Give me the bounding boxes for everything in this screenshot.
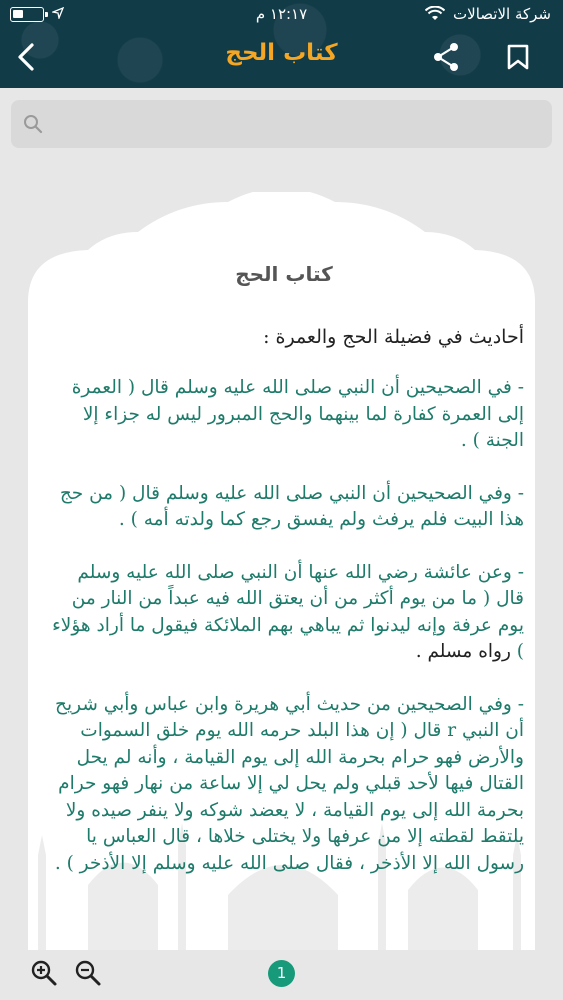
hadith-paragraph [44, 560, 524, 666]
share-icon[interactable] [432, 42, 460, 72]
search-input[interactable] [51, 106, 540, 142]
status-bar [0, 0, 563, 30]
page-title: كتاب الحج [225, 40, 338, 66]
hadith-text: - وعن عائشة رضي الله عنها أن النبي صلى الله عليه وسلم قال ( ما من يوم أكثر من أن يعتق الله فيه عبداً من النار من يوم عرفة وإنه ليدنوا ثم يباهي بهم الملائكة فيقول ما أراد هؤلاء ) [52, 561, 524, 662]
hadith-paragraph: - وفي الصحيحين أن النبي صلى الله عليه وسلم قال ( من حج هذا البيت فلم يرفث ولم يفسق رجع كما ولدته أمه ) . [59, 482, 524, 530]
hadith-paragraph: - في الصحيحين أن النبي صلى الله عليه وسلم قال ( العمرة إلى العمرة كفارة لما بينهما والحج المبرور ليس له جزاء إلا الجنة ) . [71, 377, 524, 451]
page-number-badge[interactable]: 1 [268, 960, 295, 987]
search-icon [23, 114, 43, 134]
clock: ١٢:١٧ م [255, 5, 308, 23]
bookmark-icon[interactable] [506, 44, 530, 70]
zoom-out-icon[interactable] [74, 959, 102, 987]
hadith-source: رواه مسلم . [415, 641, 517, 662]
zoom-in-icon[interactable] [30, 959, 58, 987]
section-heading: أحاديث في فضيلة الحج والعمرة : [263, 326, 524, 348]
search-bar[interactable] [11, 100, 552, 148]
page-content [44, 262, 524, 903]
chapter-title: كتاب الحج [235, 262, 333, 286]
battery-icon [10, 7, 44, 22]
location-arrow-icon [52, 7, 64, 19]
wifi-icon [425, 6, 445, 22]
top-header [0, 0, 563, 88]
hadith-paragraph: - وفي الصحيحين من حديث أبي هريرة وابن عباس وأبي شريح أن النبي r قال ( إن هذا البلد حرمه الله يوم خلق السموات والأرض فهو حرام بحرمة الله إلى يوم القيامة ، وأنه لم يحل القتال فيها لأحد قبلي ولم يحل لي إلا ساعة من نهار فهو حرام بحرمة الله إلى يوم القيامة ، لا يعضد شوكه ولا ينفر صيده ولا يلتقط لقطته إلا من عرفها ولا يختلى خلاها ، قال العباس يا رسول الله إلا الأذخر ، فقال صلى الله عليه وسلم إلا الأذخر ) . [54, 693, 524, 874]
carrier-name: شركة الاتصالات [453, 5, 551, 23]
